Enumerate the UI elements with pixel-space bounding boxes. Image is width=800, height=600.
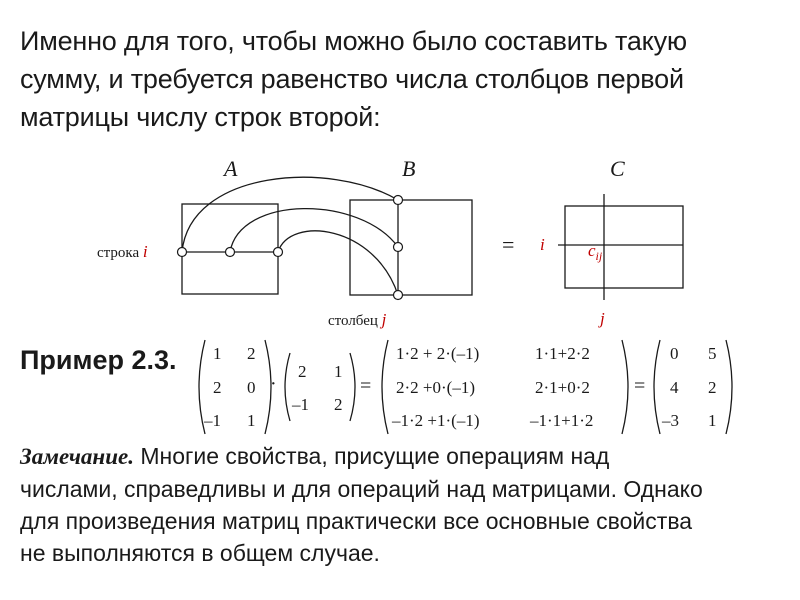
row-label (97, 242, 148, 261)
matrix-b-label: B (402, 156, 416, 181)
intro-line-2: сумму, и требуется равенство числа столбцов первой (20, 64, 684, 94)
multiply-dot: · (270, 373, 277, 395)
matrix-result-right-bracket (726, 340, 732, 434)
matrix-mid-cell: –1·1+1·2 (530, 411, 594, 430)
c-cell-subscript: ij (595, 249, 603, 263)
matrix-result-cell: 5 (708, 344, 717, 363)
row-label-text: строка (97, 245, 143, 261)
matrix-c-box (565, 206, 683, 288)
matrix-b-cell: 2 (334, 395, 343, 414)
matrix-mid-left-bracket (382, 340, 388, 434)
matrix-b-cell: 1 (334, 362, 343, 381)
connection-arc-3 (278, 231, 398, 295)
remark-line-4: не выполняются в общем случае. (20, 540, 380, 566)
matrix-result-left-bracket (654, 340, 660, 434)
matrix-mid-cell: 2·2 +0·(–1) (396, 378, 475, 397)
matrix-a-cell: 2 (247, 344, 256, 363)
column-element-2 (394, 243, 403, 252)
intro-paragraph (20, 22, 784, 136)
example-label: Пример 2.3. (20, 345, 177, 375)
matrix-b-right-bracket (350, 353, 355, 421)
remark-paragraph (20, 440, 784, 569)
matrix-a-cell: –1 (204, 411, 221, 430)
matrix-a-cell: 0 (247, 378, 256, 397)
column-label (328, 310, 387, 329)
matrix-result-cell: –3 (662, 411, 679, 430)
remark-line-1-text: Многие свойства, присущие операциям над (133, 443, 610, 469)
equals-sign-2: = (634, 375, 646, 397)
matrix-b-box (350, 200, 472, 295)
row-element-3 (274, 248, 283, 257)
c-row-index: i (540, 235, 545, 254)
matrix-a-cell: 2 (213, 378, 222, 397)
row-label-index: i (142, 242, 148, 261)
remark-line-1 (20, 440, 784, 473)
column-element-1 (394, 196, 403, 205)
row-element-1 (178, 248, 187, 257)
matrix-mid-cell: 2·1+0·2 (535, 378, 590, 397)
matrix-a-cell: 1 (247, 411, 256, 430)
example-matrices (0, 335, 800, 440)
matrix-mid-cell: 1·1+2·2 (535, 344, 590, 363)
matrix-result-cell: 2 (708, 378, 717, 397)
matrix-result-cell: 4 (670, 378, 679, 397)
matrix-result-cell: 1 (708, 411, 717, 430)
matrix-b-left-bracket (285, 353, 290, 421)
c-cell-letter: c (588, 241, 596, 260)
column-label-text: столбец (328, 313, 382, 329)
matrix-b-cell: –1 (292, 395, 309, 414)
remark-line-3: для произведения матриц практически все основные свойства (20, 508, 693, 534)
matrix-b-cell: 2 (298, 362, 307, 381)
matrix-mid-cell: –1·2 +1·(–1) (392, 411, 480, 430)
column-label-index: j (381, 310, 387, 329)
matrix-multiplication-diagram (0, 150, 800, 335)
matrix-c-label: C (610, 156, 625, 181)
remark-line-2: числами, справедливы и для операций над матрицами. Однако (20, 476, 703, 502)
c-cell-label (588, 241, 603, 263)
matrix-a-cell: 1 (213, 344, 222, 363)
equals-sign-1: = (360, 375, 372, 397)
row-element-2 (226, 248, 235, 257)
matrix-result-cell: 0 (670, 344, 679, 363)
matrix-mid-cell: 1·2 + 2·(–1) (396, 344, 480, 363)
c-column-index: j (600, 309, 605, 328)
intro-line-3: матрицы числу строк второй: (20, 102, 381, 132)
connection-arc-1 (182, 177, 398, 252)
remark-label: Замечание. (20, 444, 134, 469)
matrix-a-label: A (224, 156, 238, 181)
diagram-equals-sign: = (502, 232, 515, 257)
intro-line-1: Именно для того, чтобы можно было составить такую (20, 26, 687, 56)
column-element-3 (394, 291, 403, 300)
matrix-mid-right-bracket (622, 340, 628, 434)
